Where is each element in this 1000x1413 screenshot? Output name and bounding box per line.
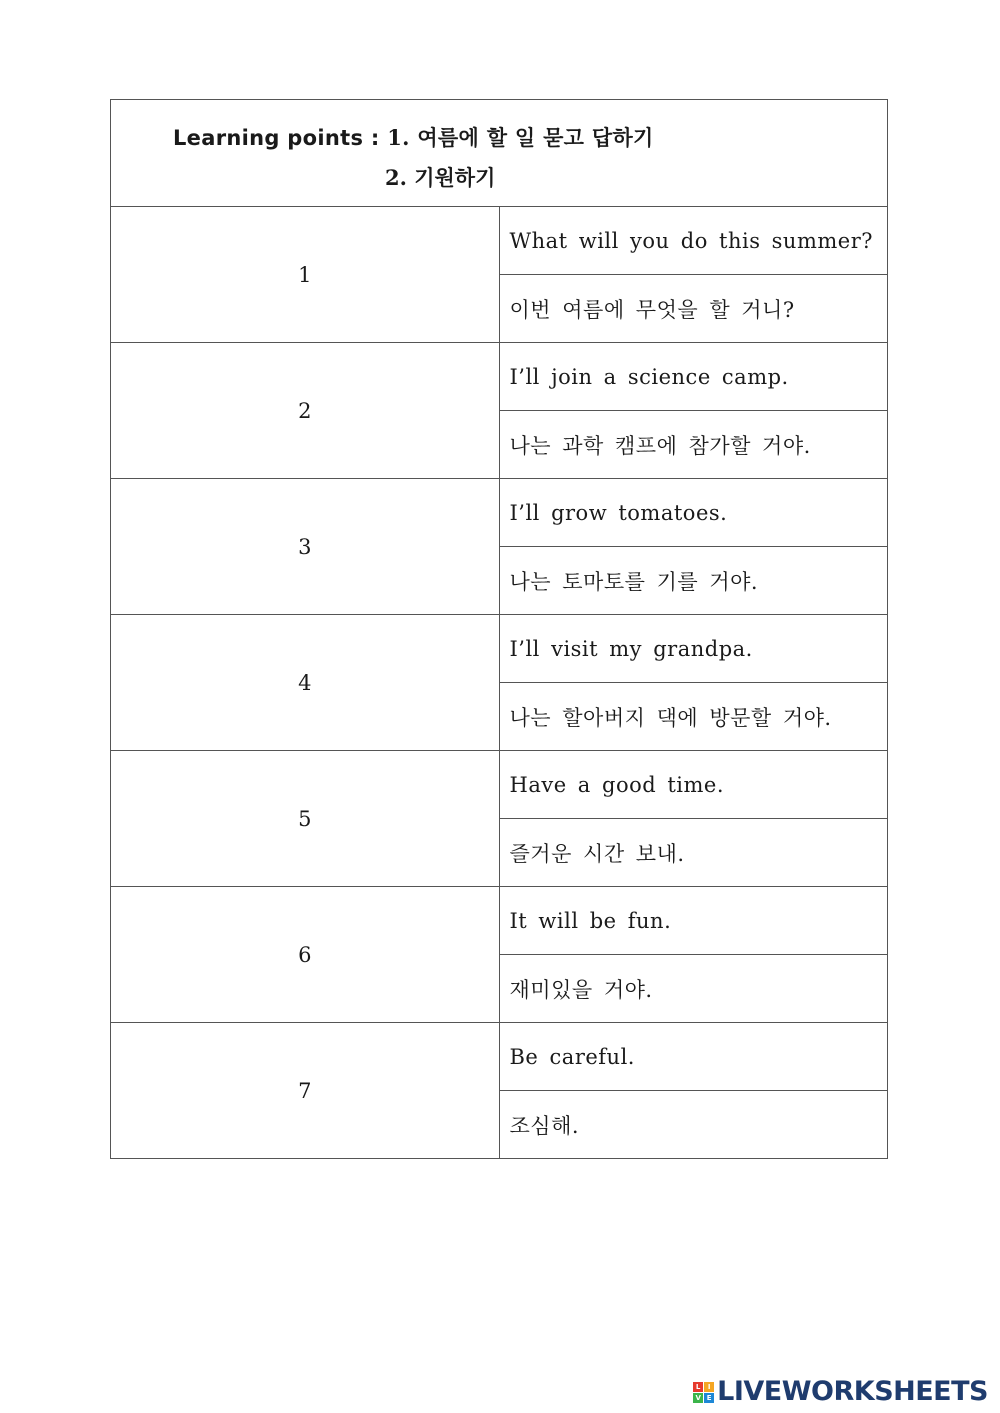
header-line-2 bbox=[385, 162, 887, 192]
logo-letter-e: E bbox=[704, 1393, 714, 1403]
row-number: 7 bbox=[111, 1023, 500, 1159]
table-row bbox=[111, 207, 888, 275]
korean-sentence: 나는 토마토를 기를 거야. bbox=[499, 547, 888, 615]
logo-letter-v: V bbox=[693, 1393, 703, 1403]
korean-sentence: 즐거운 시간 보내. bbox=[499, 819, 888, 887]
english-sentence: It will be fun. bbox=[499, 887, 888, 955]
learning-point-2: 2. 기원하기 bbox=[385, 165, 496, 190]
row-number: 1 bbox=[111, 207, 500, 343]
watermark-text: LIVEWORKSHEETS bbox=[717, 1376, 988, 1407]
table-row bbox=[111, 343, 888, 411]
header-cell bbox=[111, 100, 888, 207]
liveworksheets-watermark bbox=[693, 1376, 988, 1407]
liveworksheets-logo-icon bbox=[693, 1382, 714, 1403]
logo-letter-l: L bbox=[693, 1382, 703, 1392]
korean-sentence: 나는 과학 캠프에 참가할 거야. bbox=[499, 411, 888, 479]
table-row bbox=[111, 1023, 888, 1091]
english-sentence: I’ll grow tomatoes. bbox=[499, 479, 888, 547]
english-sentence: I’ll join a science camp. bbox=[499, 343, 888, 411]
logo-letter-i: I bbox=[704, 1382, 714, 1392]
korean-sentence: 나는 할아버지 댁에 방문할 거야. bbox=[499, 683, 888, 751]
table-row bbox=[111, 887, 888, 955]
table-row bbox=[111, 751, 888, 819]
table-row bbox=[111, 615, 888, 683]
learning-points-table bbox=[110, 99, 888, 1159]
row-number: 3 bbox=[111, 479, 500, 615]
korean-sentence: 조심해. bbox=[499, 1091, 888, 1159]
row-number: 4 bbox=[111, 615, 500, 751]
korean-sentence: 이번 여름에 무엇을 할 거니? bbox=[499, 275, 888, 343]
row-number: 5 bbox=[111, 751, 500, 887]
learning-points-label: Learning points : bbox=[173, 126, 380, 150]
header-line-1 bbox=[173, 122, 887, 152]
header-row bbox=[111, 100, 888, 207]
english-sentence: Have a good time. bbox=[499, 751, 888, 819]
learning-point-1: 1. 여름에 할 일 묻고 답하기 bbox=[387, 125, 654, 150]
english-sentence: I’ll visit my grandpa. bbox=[499, 615, 888, 683]
table-row bbox=[111, 479, 888, 547]
english-sentence: Be careful. bbox=[499, 1023, 888, 1091]
row-number: 6 bbox=[111, 887, 500, 1023]
english-sentence: What will you do this summer? bbox=[499, 207, 888, 275]
korean-sentence: 재미있을 거야. bbox=[499, 955, 888, 1023]
row-number: 2 bbox=[111, 343, 500, 479]
